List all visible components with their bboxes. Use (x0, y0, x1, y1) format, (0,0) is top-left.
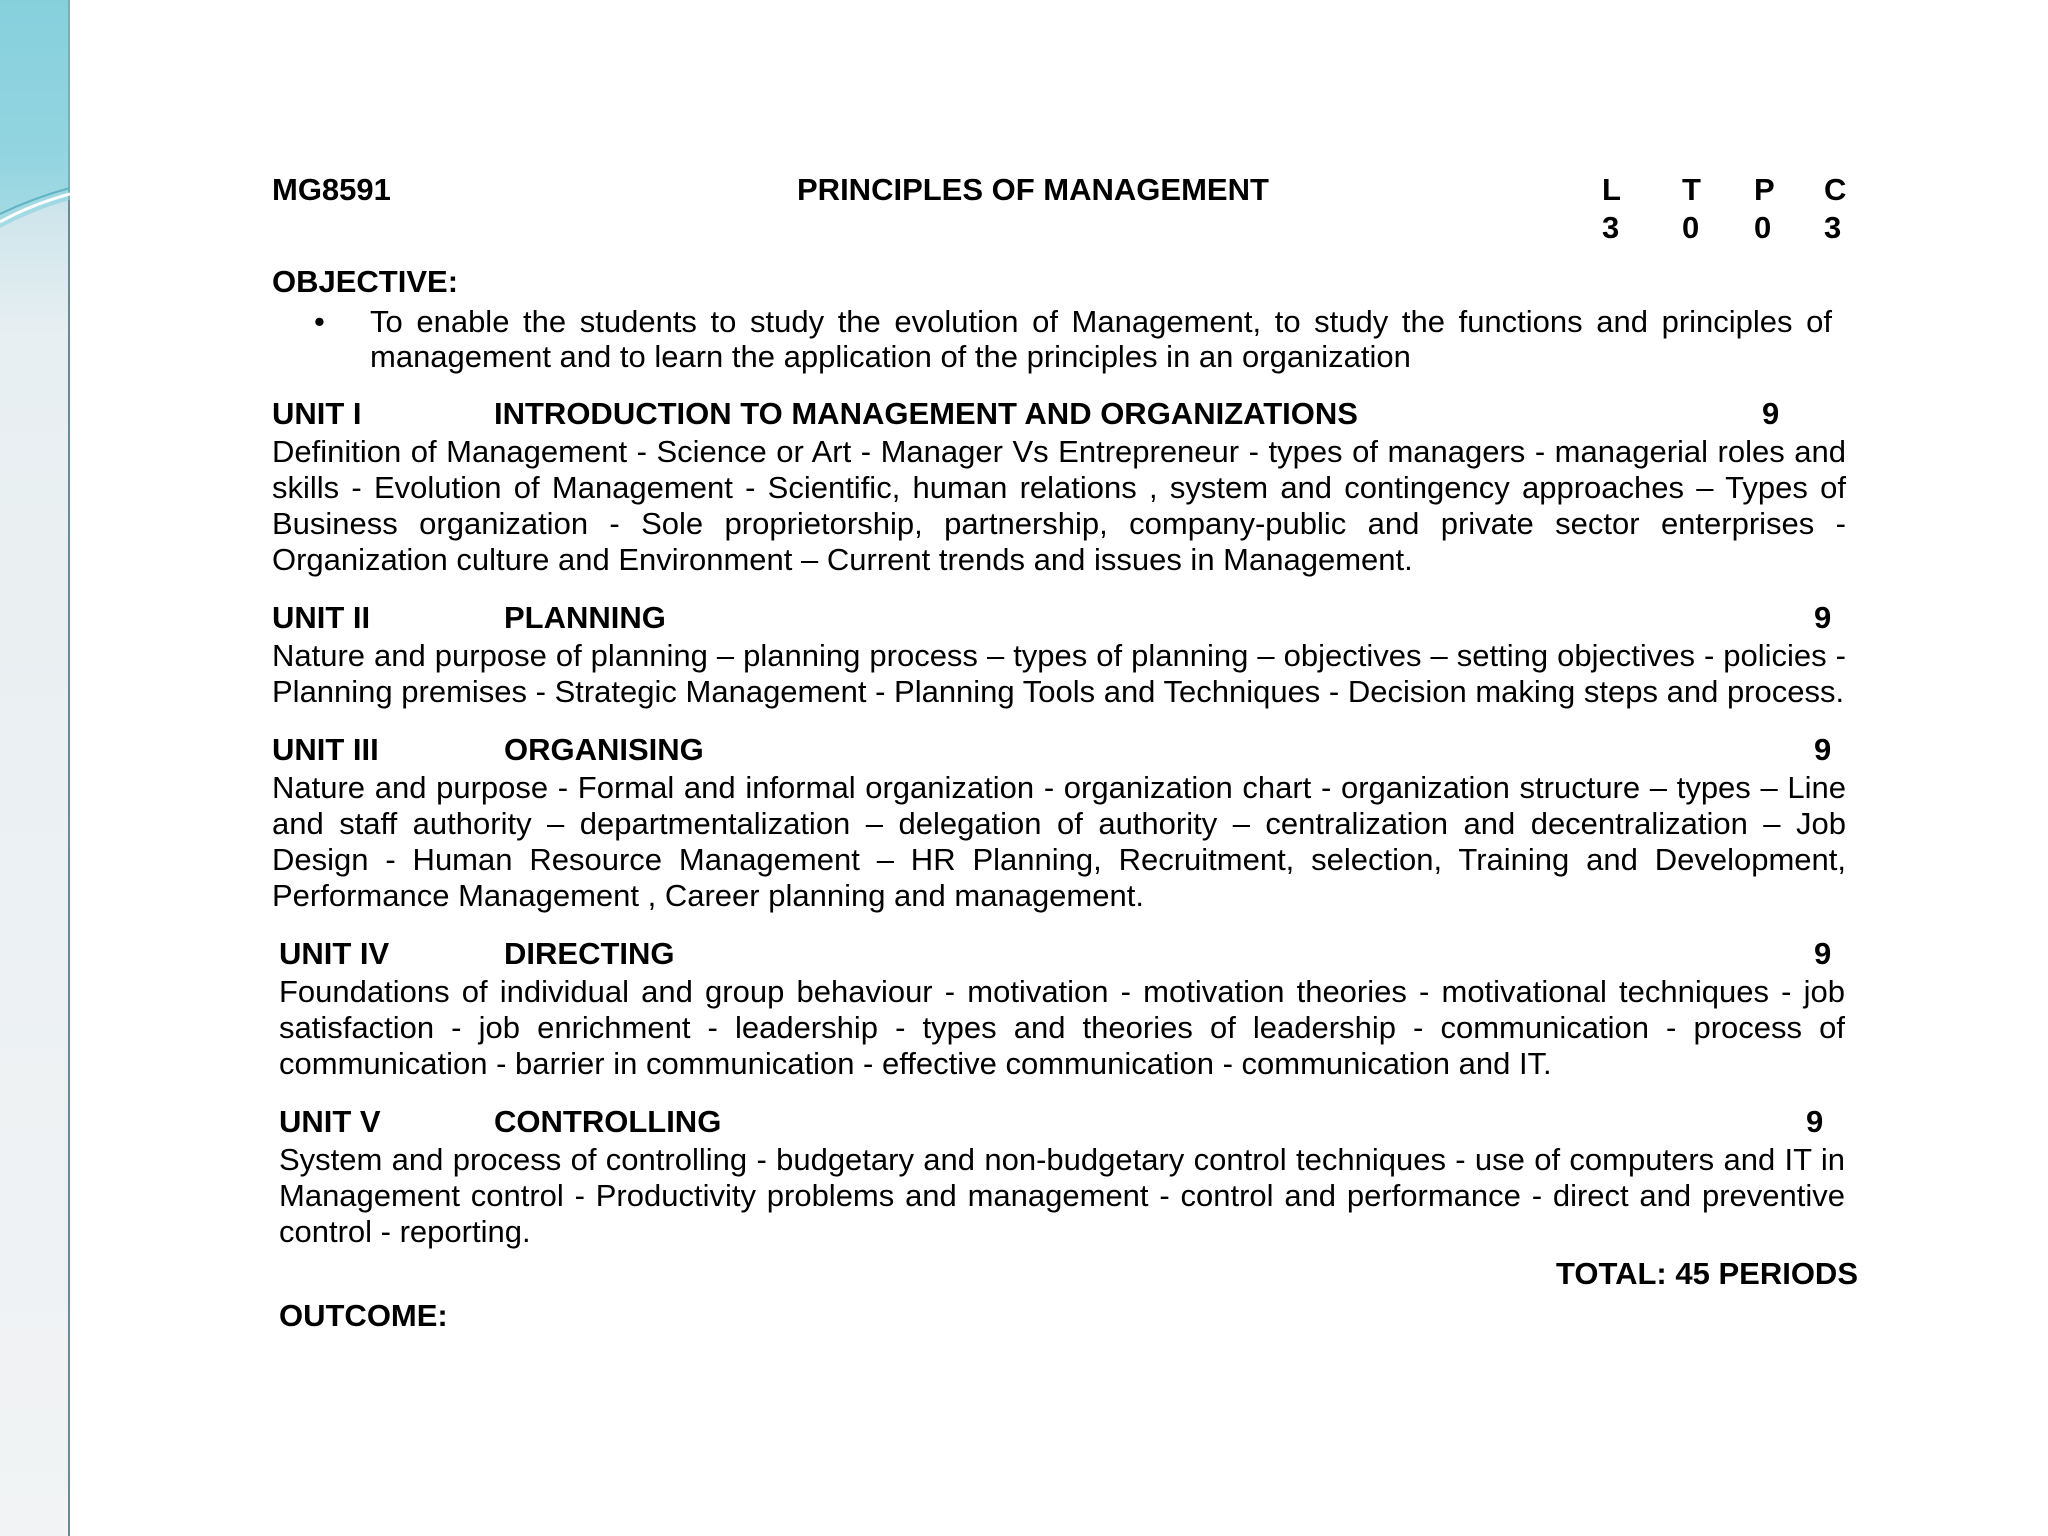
ltpc-value-t: 0 (1682, 210, 1700, 245)
unit-title: DIRECTING (504, 936, 675, 971)
unit-hours: 9 (1814, 732, 1832, 767)
objective-list (272, 304, 1862, 374)
unit-number: UNIT V (279, 1104, 381, 1139)
unit-heading (272, 732, 1862, 770)
unit-hours: 9 (1814, 600, 1832, 635)
unit-body: Definition of Management - Science or Art - Manager Vs Entrepreneur - types of managers - managerial roles and skills - Evolution of Management - Scientific, human relations , system and contingency approaches – Types of Business organization - Sole proprietorship, partnership, company-public and private sector enterprises - Organization culture and Environment – Current trends and issues in Management. (272, 434, 1846, 577)
ltpc-value-p: 0 (1754, 210, 1772, 245)
unit-body: System and process of controlling - budgetary and non-budgetary control techniques - use of computers and IT in Management control - Productivity problems and management - control and performance - direct and preventive control - reporting. (279, 1142, 1845, 1249)
ltpc-value-c: 3 (1824, 210, 1842, 245)
course-header (272, 168, 1862, 248)
outcome-heading: OUTCOME: (279, 1298, 448, 1333)
swoosh-decoration (0, 0, 70, 240)
unit-4 (279, 936, 1862, 1082)
unit-title: CONTROLLING (494, 1104, 722, 1139)
total-periods: TOTAL: 45 PERIODS (1555, 1256, 1858, 1291)
unit-body: Foundations of individual and group behaviour - motivation - motivation theories - motivational techniques - job satisfaction - job enrichment - leadership - types and theories of leadership - communication - process of communication - barrier in communication - effective communication - communication and IT. (279, 974, 1845, 1081)
unit-5 (279, 1104, 1862, 1250)
bullet-icon: • (314, 304, 325, 339)
unit-number: UNIT IV (279, 936, 390, 971)
ltpc-header-p: P (1754, 172, 1775, 207)
ltpc-header-t: T (1682, 172, 1701, 207)
unit-body: Nature and purpose of planning – planning process – types of planning – objectives – setting objectives - policies - Planning premises - Strategic Management - Planning Tools and Techniques - Decision making steps and process. (272, 638, 1846, 709)
slide-side-band (0, 0, 70, 1536)
unit-number: UNIT III (272, 732, 379, 767)
unit-title: PLANNING (504, 600, 666, 635)
objective-text: To enable the students to study the evolution of Management, to study the functions and principles of management and to learn the application of the principles in an organization (370, 304, 1832, 374)
unit-heading (279, 1104, 1862, 1142)
ltpc-table (1602, 172, 1864, 246)
objective-item (272, 304, 1862, 374)
ltpc-header-c: C (1824, 172, 1847, 207)
ltpc-header-l: L (1602, 172, 1621, 207)
unit-2 (272, 600, 1862, 710)
unit-title: INTRODUCTION TO MANAGEMENT AND ORGANIZATIONS (494, 396, 1358, 431)
unit-heading (272, 396, 1862, 434)
unit-hours: 9 (1806, 1104, 1824, 1139)
objective-heading: OBJECTIVE: (272, 264, 459, 299)
unit-3 (272, 732, 1862, 914)
unit-1 (272, 396, 1862, 578)
ltpc-value-l: 3 (1602, 210, 1620, 245)
unit-heading (272, 600, 1862, 638)
syllabus-document (272, 168, 1862, 1334)
unit-hours: 9 (1762, 396, 1780, 431)
unit-title: ORGANISING (504, 732, 704, 767)
unit-number: UNIT II (272, 600, 371, 635)
unit-number: UNIT I (272, 396, 362, 431)
course-code: MG8591 (272, 172, 391, 207)
unit-heading (279, 936, 1862, 974)
course-title: PRINCIPLES OF MANAGEMENT (797, 172, 1269, 207)
unit-hours: 9 (1814, 936, 1832, 971)
unit-body: Nature and purpose - Formal and informal organization - organization chart - organization structure – types – Line and staff authority – departmentalization – delegation of authority – centralization and decentralization – Job Design - Human Resource Management – HR Planning, Recruitment, selection, Training and Development, Performance Management , Career planning and management. (272, 770, 1846, 913)
